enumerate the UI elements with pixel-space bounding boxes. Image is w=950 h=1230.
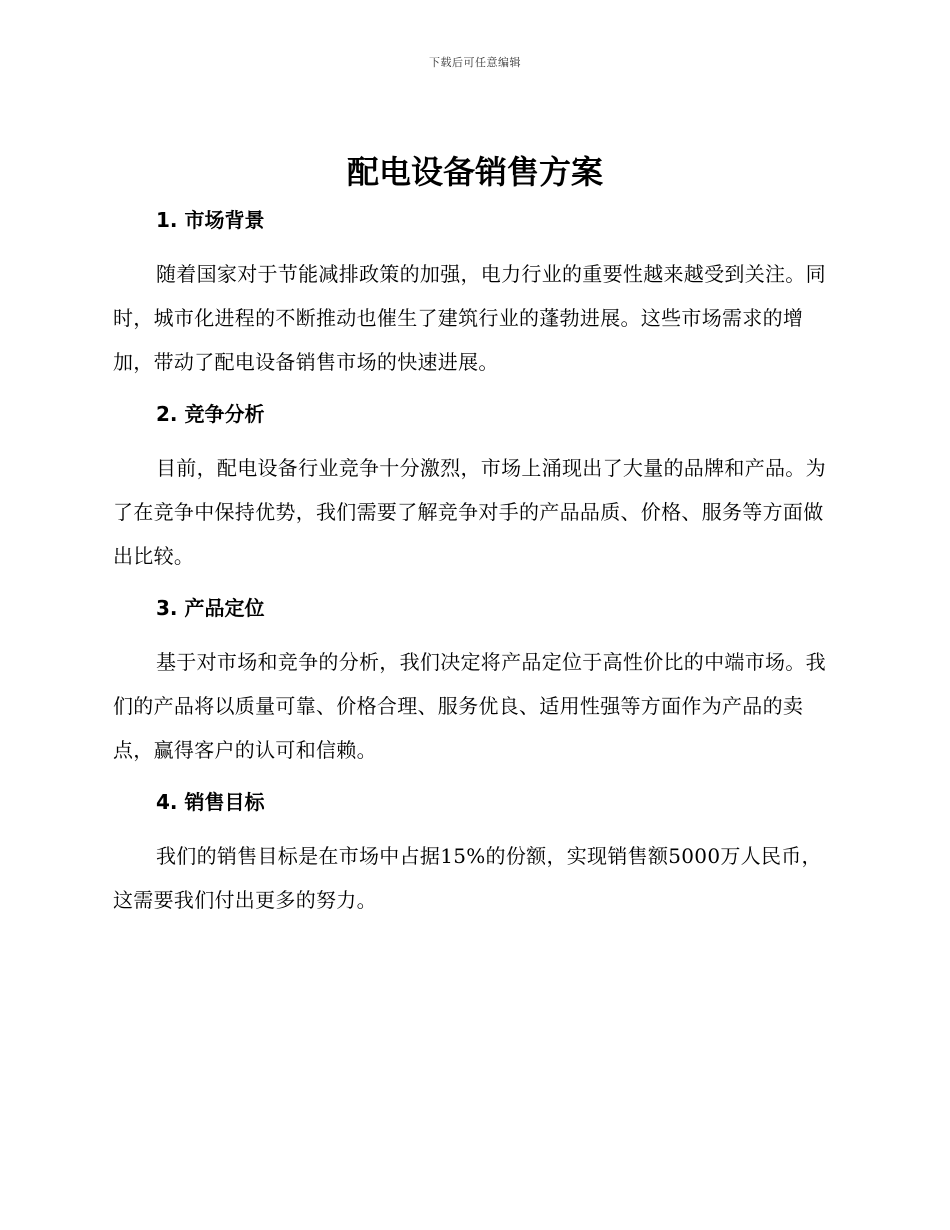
section-heading-sales-target: 4. 销售目标 (156, 790, 265, 814)
section-heading-market-background: 1. 市场背景 (156, 208, 265, 232)
section-heading-competition-analysis: 2. 竞争分析 (156, 402, 265, 426)
section-body-product-positioning: 基于对市场和竞争的分析，我们决定将产品定位于高性价比的中端市场。我们的产品将以质量可靠、价格合理、服务优良、适用性强等方面作为产品的卖点，赢得客户的认可和信赖。 (113, 650, 826, 762)
page-header-note: 下载后可任意编辑 (429, 56, 521, 69)
section-heading-product-positioning: 3. 产品定位 (156, 596, 265, 620)
section-body-sales-target: 我们的销售目标是在市场中占据15%的份额，实现销售额5000万人民币，这需要我们付出更多的努力。 (113, 844, 822, 912)
section-body-market-background: 随着国家对于节能减排政策的加强，电力行业的重要性越来越受到关注。同时，城市化进程的不断推动也催生了建筑行业的蓬勃进展。这些市场需求的增加，带动了配电设备销售市场的快速进展。 (113, 262, 826, 374)
document-title: 配电设备销售方案 (346, 153, 603, 191)
section-body-competition-analysis: 目前，配电设备行业竞争十分激烈，市场上涌现出了大量的品牌和产品。为了在竞争中保持优势，我们需要了解竞争对手的产品品质、价格、服务等方面做出比较。 (113, 456, 826, 568)
